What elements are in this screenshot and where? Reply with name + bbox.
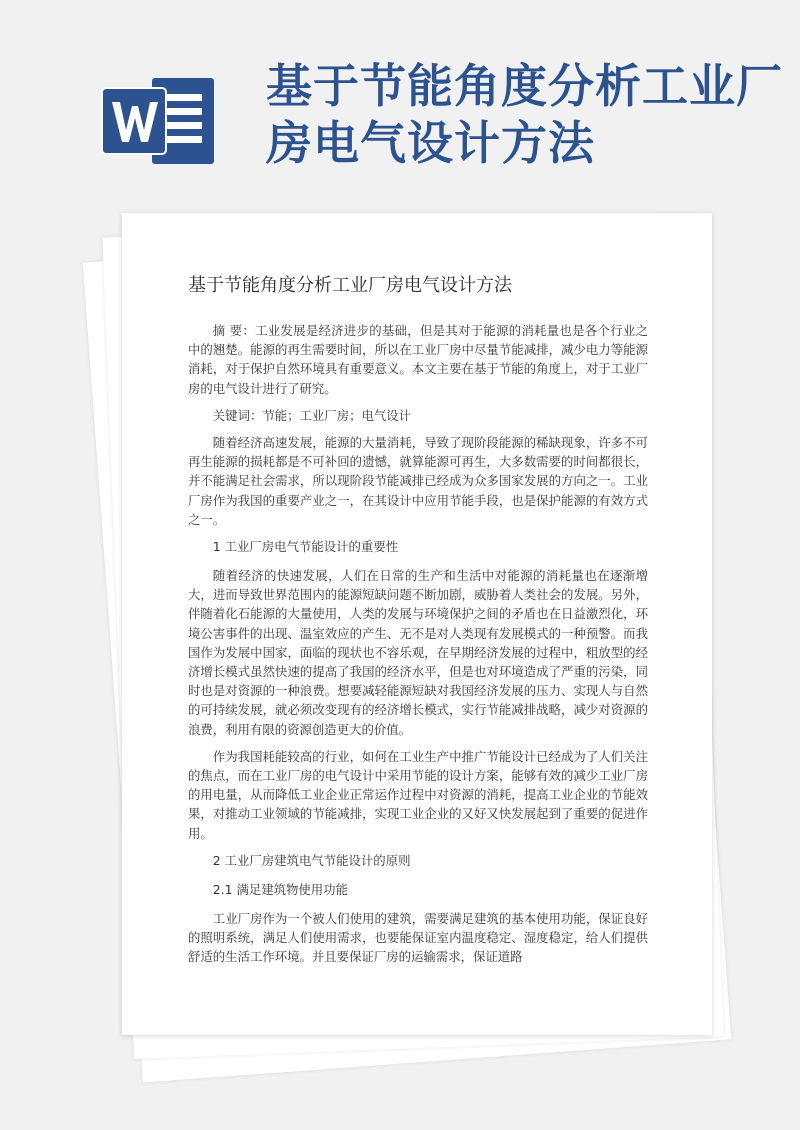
document-body <box>188 273 648 974</box>
section-1-paragraph-1: 随着经济的快速发展，人们在日常的生产和生活中对能源的消耗量也在逐渐增大，进而导致世界范围内的能源短缺问题不断加剧，威胁着人类社会的发展。另外，伴随着化石能源的大量使用，人类的发展与环境保护之间的矛盾也在日益激烈化，环境公害事件的出现、温室效应的产生、无不是对人类现有发展模式的一种预警。而我国作为发展中国家，面临的现状也不容乐观，在早期经济发展的过程中，粗放型的经济增长模式虽然快速的提高了我国的经济水平，但是也对环境造成了严重的污染，同时也是对资源的一种浪费。想要减轻能源短缺对我国经济发展的压力、实现人与自然的可持续发展，就必须改变现有的经济增长模式，实行节能减排战略，减少对资源的浪费，利用有限的资源创造更大的价值。 <box>188 568 648 737</box>
section-2-1-heading: 2.1 满足建筑物使用功能 <box>212 881 348 897</box>
word-logo-line <box>164 122 202 129</box>
keywords-line: 关键词：节能；工业厂房；电气设计 <box>212 407 412 423</box>
abstract-paragraph: 摘 要：工业发展是经济进步的基础，但是其对于能源的消耗量也是各个行业之中的翘楚。能源的再生需要时间，所以在工业厂房中尽量节能减排，减少电力等能源消耗，对于保护自然环境具有重要意义。本文主要在基于节能的角度上，对于工业厂房的电气设计进行了研究。 <box>188 323 648 396</box>
word-logo-line <box>164 136 202 143</box>
banner-title: 基于节能角度分析工业厂房电气设计方法 <box>266 59 783 170</box>
paper-sheet-front <box>122 213 712 1035</box>
word-logo-line <box>164 94 202 101</box>
word-document-icon <box>100 72 218 170</box>
intro-paragraph: 随着经济高速发展，能源的大量消耗，导致了现阶段能源的稀缺现象，许多不可再生能源的损耗都是不可补回的遗憾，就算能源可再生，大多数需要的时间都很长，并不能满足社会需求，所以现阶段节能减排已经成为众多国家发展的方向之一。工业厂房作为我国的重要产业之一，在其设计中应用节能手段，也是保护能源的有效方式之一。 <box>188 435 648 527</box>
section-2-1-paragraph: 工业厂房作为一个被人们使用的建筑，需要满足建筑的基本使用功能，保证良好的照明系统，满足人们使用需求，也要能保证室内温度稳定、湿度稳定，给人们提供舒适的生活工作环境。并且要保证厂房的运输需求，保证道路 <box>188 910 648 965</box>
section-1-heading: 1 工业厂房电气节能设计的重要性 <box>212 539 399 555</box>
section-2-heading: 2 工业厂房建筑电气节能设计的原则 <box>212 852 411 868</box>
document-title: 基于节能角度分析工业厂房电气设计方法 <box>188 275 512 296</box>
section-1-paragraph-2: 作为我国耗能较高的行业，如何在工业生产中推广节能设计已经成为了人们关注的焦点，而在工业厂房的电气设计中采用节能的设计方案，能够有效的减少工业厂房的用电量，从而降低工业企业正常运作过程中对资源的消耗，提高工业企业的节能效果，对推动工业领域的节能减排，实现工业企业的又好又快发展起到了重要的促进作用。 <box>188 748 648 841</box>
word-logo-line <box>164 108 202 115</box>
